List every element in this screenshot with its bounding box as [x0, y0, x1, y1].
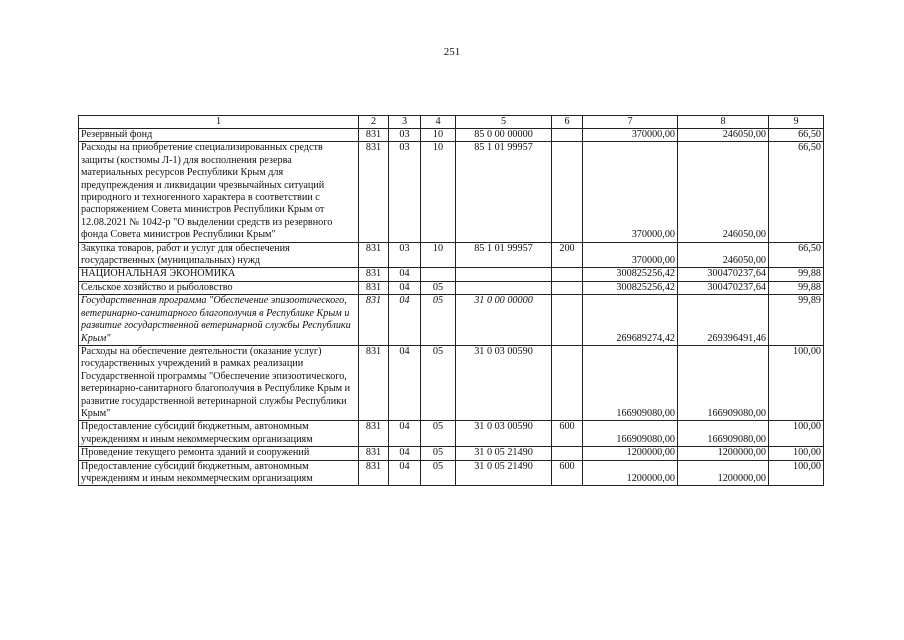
execution-percent: 100,00 — [769, 345, 824, 420]
subsection-code: 05 — [421, 345, 456, 420]
approved-amount: 370000,00 — [583, 142, 678, 242]
section-code: 04 — [389, 460, 421, 486]
subsection-code: 10 — [421, 242, 456, 268]
table-row — [79, 345, 824, 420]
execution-percent: 99,88 — [769, 281, 824, 294]
section-code: 04 — [389, 281, 421, 294]
header-cell: 6 — [552, 116, 583, 129]
header-cell: 3 — [389, 116, 421, 129]
target-article: 31 0 05 21490 — [456, 460, 552, 486]
execution-percent: 66,50 — [769, 129, 824, 142]
table-row — [79, 295, 824, 346]
target-article: 85 0 00 00000 — [456, 129, 552, 142]
section-code: 04 — [389, 295, 421, 346]
subsection-code: 05 — [421, 421, 456, 447]
target-article: 85 1 01 99957 — [456, 242, 552, 268]
target-article: 31 0 00 00000 — [456, 295, 552, 346]
expense-type — [552, 142, 583, 242]
section-code: 03 — [389, 142, 421, 242]
approved-amount: 1200000,00 — [583, 447, 678, 460]
approved-amount: 300825256,42 — [583, 268, 678, 281]
executed-amount: 1200000,00 — [678, 447, 769, 460]
header-cell: 4 — [421, 116, 456, 129]
executed-amount: 246050,00 — [678, 242, 769, 268]
item-name: Сельское хозяйство и рыболовство — [79, 281, 359, 294]
target-article: 31 0 03 00590 — [456, 421, 552, 447]
section-code: 04 — [389, 345, 421, 420]
table-row — [79, 129, 824, 142]
section-code: 03 — [389, 129, 421, 142]
expense-type: 600 — [552, 460, 583, 486]
subsection-code: 05 — [421, 460, 456, 486]
subsection-code — [421, 268, 456, 281]
executed-amount: 166909080,00 — [678, 345, 769, 420]
ministry-code: 831 — [359, 242, 389, 268]
budget-table — [78, 115, 824, 486]
expense-type — [552, 281, 583, 294]
approved-amount: 370000,00 — [583, 242, 678, 268]
approved-amount: 300825256,42 — [583, 281, 678, 294]
ministry-code: 831 — [359, 421, 389, 447]
expense-type: 600 — [552, 421, 583, 447]
expense-type: 200 — [552, 242, 583, 268]
approved-amount: 370000,00 — [583, 129, 678, 142]
execution-percent: 66,50 — [769, 242, 824, 268]
item-name: Государственная программа "Обеспечение эпизоотического, ветеринарно-санитарного благополучия в Республике Крым и развитие государственной ветеринарной службы Республики Крым" — [79, 295, 359, 346]
expense-type — [552, 295, 583, 346]
approved-amount: 1200000,00 — [583, 460, 678, 486]
executed-amount: 246050,00 — [678, 129, 769, 142]
table-row — [79, 447, 824, 460]
table-row — [79, 460, 824, 486]
execution-percent: 100,00 — [769, 447, 824, 460]
header-cell: 5 — [456, 116, 552, 129]
section-code: 04 — [389, 268, 421, 281]
item-name: Закупка товаров, работ и услуг для обеспечения государственных (муниципальных) нужд — [79, 242, 359, 268]
table-row — [79, 421, 824, 447]
executed-amount: 269396491,46 — [678, 295, 769, 346]
executed-amount: 246050,00 — [678, 142, 769, 242]
ministry-code: 831 — [359, 447, 389, 460]
target-article — [456, 281, 552, 294]
ministry-code: 831 — [359, 281, 389, 294]
table-row — [79, 268, 824, 281]
header-cell: 1 — [79, 116, 359, 129]
execution-percent: 100,00 — [769, 421, 824, 447]
subsection-code: 10 — [421, 142, 456, 242]
approved-amount: 166909080,00 — [583, 421, 678, 447]
execution-percent: 99,89 — [769, 295, 824, 346]
ministry-code: 831 — [359, 345, 389, 420]
approved-amount: 269689274,42 — [583, 295, 678, 346]
page-number: 251 — [443, 46, 461, 58]
target-article — [456, 268, 552, 281]
table-row — [79, 281, 824, 294]
subsection-code: 05 — [421, 447, 456, 460]
executed-amount: 166909080,00 — [678, 421, 769, 447]
item-name: Проведение текущего ремонта зданий и сооружений — [79, 447, 359, 460]
section-code: 04 — [389, 421, 421, 447]
subsection-code: 05 — [421, 295, 456, 346]
execution-percent: 66,50 — [769, 142, 824, 242]
executed-amount: 300470237,64 — [678, 268, 769, 281]
header-row — [79, 116, 824, 129]
execution-percent: 100,00 — [769, 460, 824, 486]
item-name: НАЦИОНАЛЬНАЯ ЭКОНОМИКА — [79, 268, 359, 281]
target-article: 31 0 05 21490 — [456, 447, 552, 460]
subsection-code: 10 — [421, 129, 456, 142]
header-cell: 8 — [678, 116, 769, 129]
expense-type — [552, 268, 583, 281]
ministry-code: 831 — [359, 268, 389, 281]
target-article: 31 0 03 00590 — [456, 345, 552, 420]
ministry-code: 831 — [359, 142, 389, 242]
item-name: Предоставление субсидий бюджетным, автономным учреждениям и иным некоммерческим организациям — [79, 460, 359, 486]
subsection-code: 05 — [421, 281, 456, 294]
section-code: 03 — [389, 242, 421, 268]
ministry-code: 831 — [359, 129, 389, 142]
item-name: Расходы на обеспечение деятельности (оказание услуг) государственных учреждений в рамках реализации Государственной программы "Обеспечение эпизоотического, ветеринарно-санитарного благополучия в Республике Крым и развитие государственной ветеринарной службы Республики Крым" — [79, 345, 359, 420]
item-name: Расходы на приобретение специализированных средств защиты (костюмы Л-1) для восполнения резерва материальных ресурсов Республики Крым для предупреждения и ликвидации чрезвычайных ситуаций природного и техногенного характера в соответствии с распоряжением Совета министров Республики Крым от 12.08.2021 № 1042-р "О выделении средств из резервного фонда Совета министров Республики Крым" — [79, 142, 359, 242]
execution-percent: 99,88 — [769, 268, 824, 281]
section-code: 04 — [389, 447, 421, 460]
executed-amount: 1200000,00 — [678, 460, 769, 486]
header-cell: 9 — [769, 116, 824, 129]
header-cell: 7 — [583, 116, 678, 129]
expense-type — [552, 345, 583, 420]
ministry-code: 831 — [359, 460, 389, 486]
expense-type — [552, 129, 583, 142]
item-name: Резервный фонд — [79, 129, 359, 142]
ministry-code: 831 — [359, 295, 389, 346]
target-article: 85 1 01 99957 — [456, 142, 552, 242]
table-row — [79, 242, 824, 268]
table-row — [79, 142, 824, 242]
approved-amount: 166909080,00 — [583, 345, 678, 420]
expense-type — [552, 447, 583, 460]
item-name: Предоставление субсидий бюджетным, автономным учреждениям и иным некоммерческим организациям — [79, 421, 359, 447]
header-cell: 2 — [359, 116, 389, 129]
executed-amount: 300470237,64 — [678, 281, 769, 294]
